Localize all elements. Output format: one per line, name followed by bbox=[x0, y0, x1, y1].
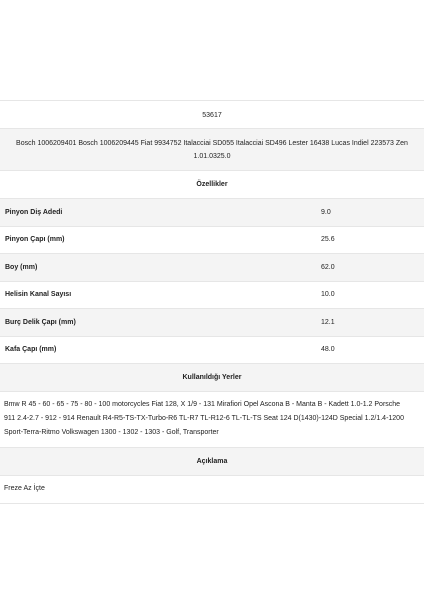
spec-label: Kafa Çapı (mm) bbox=[5, 346, 57, 354]
features-heading: Özellikler bbox=[0, 171, 424, 199]
product-code: 53617 bbox=[0, 101, 424, 129]
spec-label: Pinyon Çapı (mm) bbox=[5, 236, 65, 244]
spec-row-pinion-teeth bbox=[0, 199, 424, 227]
spec-value: 62.0 bbox=[321, 263, 335, 271]
spec-label: Burç Delik Çapı (mm) bbox=[5, 318, 76, 326]
spec-row-head-diameter bbox=[0, 337, 424, 365]
spec-value: 9.0 bbox=[321, 208, 331, 216]
spec-value: 48.0 bbox=[321, 346, 335, 354]
usage-heading: Kullanıldığı Yerler bbox=[0, 364, 424, 392]
product-spec-sheet bbox=[0, 100, 424, 504]
spec-row-helix-grooves bbox=[0, 282, 424, 310]
spec-label: Pinyon Diş Adedi bbox=[5, 208, 63, 216]
spec-row-bushing-bore bbox=[0, 309, 424, 337]
spec-value: 12.1 bbox=[321, 318, 335, 326]
spec-label: Boy (mm) bbox=[5, 263, 38, 271]
spec-row-pinion-diameter bbox=[0, 227, 424, 255]
spec-row-length bbox=[0, 254, 424, 282]
spec-label: Helisin Kanal Sayısı bbox=[5, 291, 72, 299]
usage-text: Bmw R 45 - 60 - 65 - 75 - 80 - 100 motorcycles Fiat 128, X 1/9 - 131 Mirafiori Opel Ascona B - Manta B - Kadett 1.0-1.2 Porsche 911 2.4-2.7 - 912 - 914 Renault R4-R5-TS-TX-Turbo-R6 TL-R7 TL-R12-6 TL-TL-TS Seat 124 D(1430)-124D Special 1.2/1.4-1200 Sport-Terra-Ritmo Volkswagen 1300 - 1302 - 1303 - Golf, Transporter bbox=[0, 392, 424, 448]
spec-value: 25.6 bbox=[321, 236, 335, 244]
description-heading: Açıklama bbox=[0, 448, 424, 476]
product-references: Bosch 1006209401 Bosch 1006209445 Fiat 9934752 Italacciai SD055 Italacciai SD496 Lester 16438 Lucas Indiel 223573 Zen 1.01.0325.0 bbox=[0, 129, 424, 171]
spec-value: 10.0 bbox=[321, 291, 335, 299]
description-text: Freze Az İçte bbox=[0, 476, 424, 504]
